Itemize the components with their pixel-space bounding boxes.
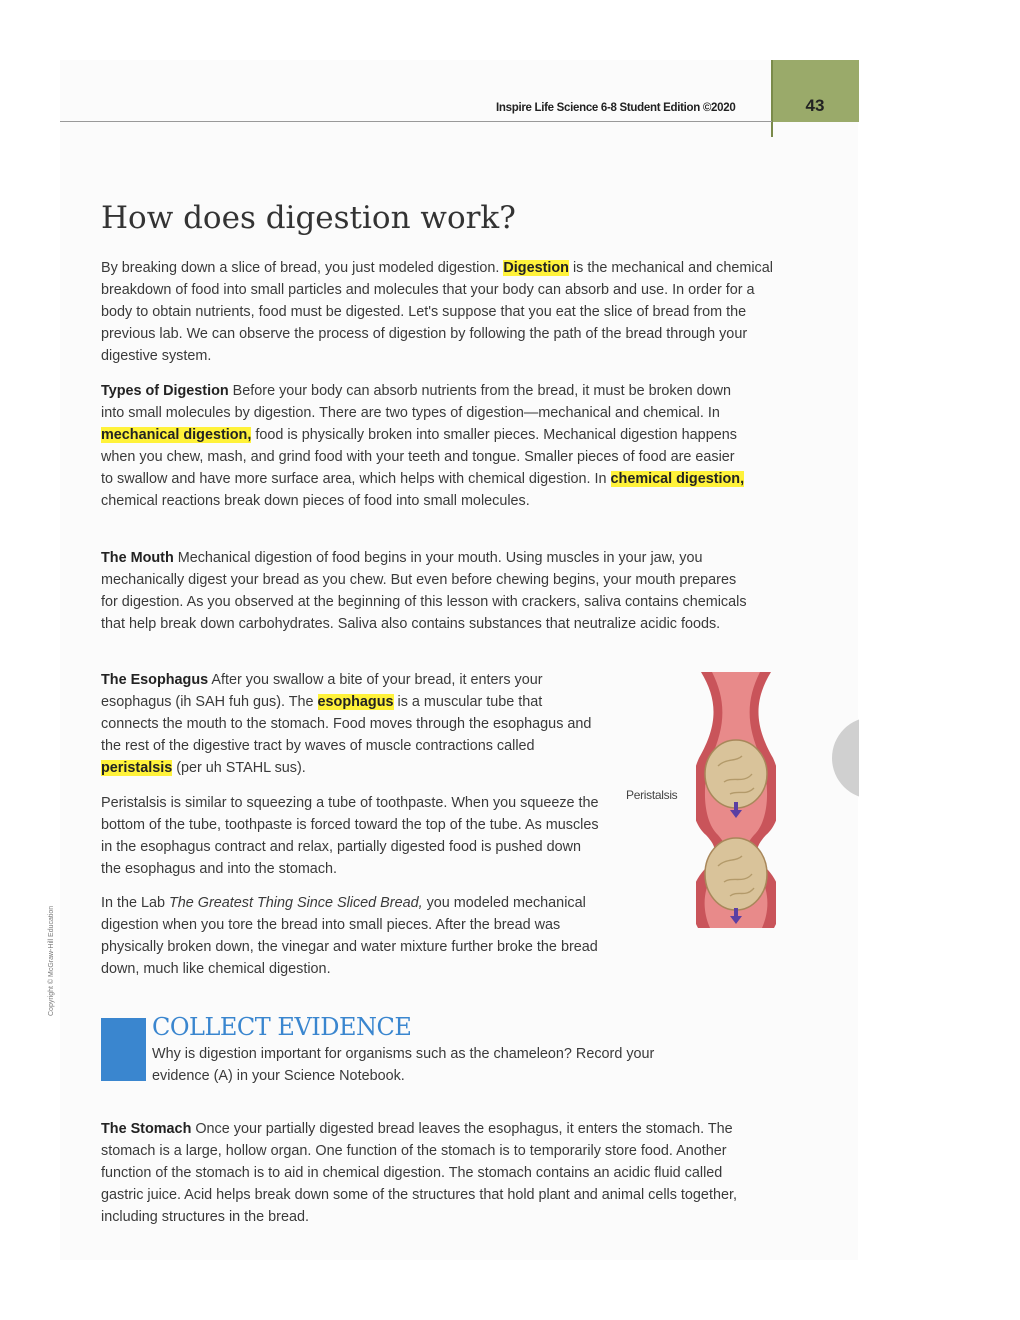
lab-text-before: In the Lab <box>101 895 170 911</box>
stomach-paragraph <box>101 1118 761 1228</box>
types-text-1: Before your body can absorb nutrients from the bread, it must be broken down into small molecules by digestion. There are two types of digestion—mechanical and chemical. In <box>101 383 732 421</box>
term-mechanical-digestion: mechanical digestion, <box>101 427 252 443</box>
food-bolus-upper <box>705 740 767 808</box>
intro-text-before: By breaking down a slice of bread, you just modeled digestion. <box>101 260 504 276</box>
stomach-text: Once your partially digested bread leaves the esophagus, it enters the stomach. The stomach is a large, hollow organ. One function of the stomach is to temporarily store food. Another function of the stomach is to aid in chemical digestion. The stomach contains an acidic fluid called gastric juice. Acid helps break down some of the structures that hold plant and animal cells together, including structures in the bread. <box>101 1121 737 1225</box>
term-digestion: Digestion <box>503 260 569 276</box>
lab-title: The Greatest Thing Since Sliced Bread, <box>169 895 423 911</box>
esophagus-text-3: (per uh STAHL sus). <box>172 760 306 776</box>
esophagus-heading: The Esophagus <box>101 672 209 688</box>
term-esophagus: esophagus <box>317 694 394 710</box>
mouth-text: Mechanical digestion of food begins in your mouth. Using muscles in your jaw, you mechanically digest your bread as you chew. But even before chewing begins, your mouth prepares for digestion. As you observed at the beginning of this lesson with crackers, saliva contains chemicals that help break down carbohydrates. Saliva also contains substances that neutralize acidic foods. <box>101 550 747 632</box>
book-title: Inspire Life Science 6-8 Student Edition ©2020 <box>496 102 736 114</box>
header-divider <box>60 121 772 122</box>
collect-evidence-title: COLLECT EVIDENCE <box>152 1013 412 1041</box>
page-number: 43 <box>805 96 825 115</box>
esophagus-text-2: is a muscular tube that connects the mouth to the stomach. Food moves through the esophagus and the rest of the digestive tract by waves of muscle contractions called <box>101 694 592 754</box>
esophagus-paragraph <box>101 669 601 779</box>
collect-evidence-text: Why is digestion important for organisms such as the chameleon? Record your evidence (A) in your Science Notebook. <box>152 1046 655 1084</box>
lab-text-after: you modeled mechanical digestion when you tore the bread into small pieces. After the bread was physically broken down, the vinegar and water mixture further broke the bread down, much like chemical digestion. <box>101 895 598 977</box>
types-paragraph <box>101 380 749 512</box>
intro-text-after: is the mechanical and chemical breakdown of food into small particles and molecules that your body can absorb and use. In order for a body to obtain nutrients, food must be digested. Let's suppose that you eat the slice of bread from the previous lab. We can observe the process of digestion by following the path of the bread through your digestive system. <box>101 260 773 364</box>
peristalsis-figure <box>696 670 776 930</box>
types-heading: Types of Digestion <box>101 383 229 399</box>
term-peristalsis: peristalsis <box>101 760 173 776</box>
esophagus-text-1: After you swallow a bite of your bread, it enters your esophagus (ih SAH fuh gus). The <box>101 672 543 710</box>
term-chemical-digestion: chemical digestion, <box>610 471 745 487</box>
figure-label: Peristalsis <box>626 788 678 802</box>
copyright-notice: Copyright © McGraw-Hill Education <box>48 905 55 1016</box>
types-text-3: chemical reactions break down pieces of food into small molecules. <box>101 493 530 509</box>
mouth-paragraph <box>101 547 751 635</box>
margin-mask <box>859 700 1020 820</box>
types-text-2: food is physically broken into smaller pieces. Mechanical digestion happens when you chew, mash, and grind food with your teeth and tongue. Smaller pieces of food are easier to swallow and have more surface area, which helps with chemical digestion. In <box>101 427 737 487</box>
page-title: How does digestion work? <box>101 200 516 236</box>
stomach-heading: The Stomach <box>101 1121 192 1137</box>
mouth-heading: The Mouth <box>101 550 174 566</box>
intro-paragraph <box>101 257 773 367</box>
peristalsis-paragraph: Peristalsis is similar to squeezing a tube of toothpaste. When you squeeze the bottom of the tube, toothpaste is forced toward the top of the tube. As muscles in the esophagus contract and relax, partially digested food is pushed down the esophagus and into the stomach. <box>101 795 599 877</box>
lab-paragraph <box>101 892 601 980</box>
food-bolus-lower <box>705 838 767 910</box>
collect-evidence-icon <box>101 1018 146 1081</box>
